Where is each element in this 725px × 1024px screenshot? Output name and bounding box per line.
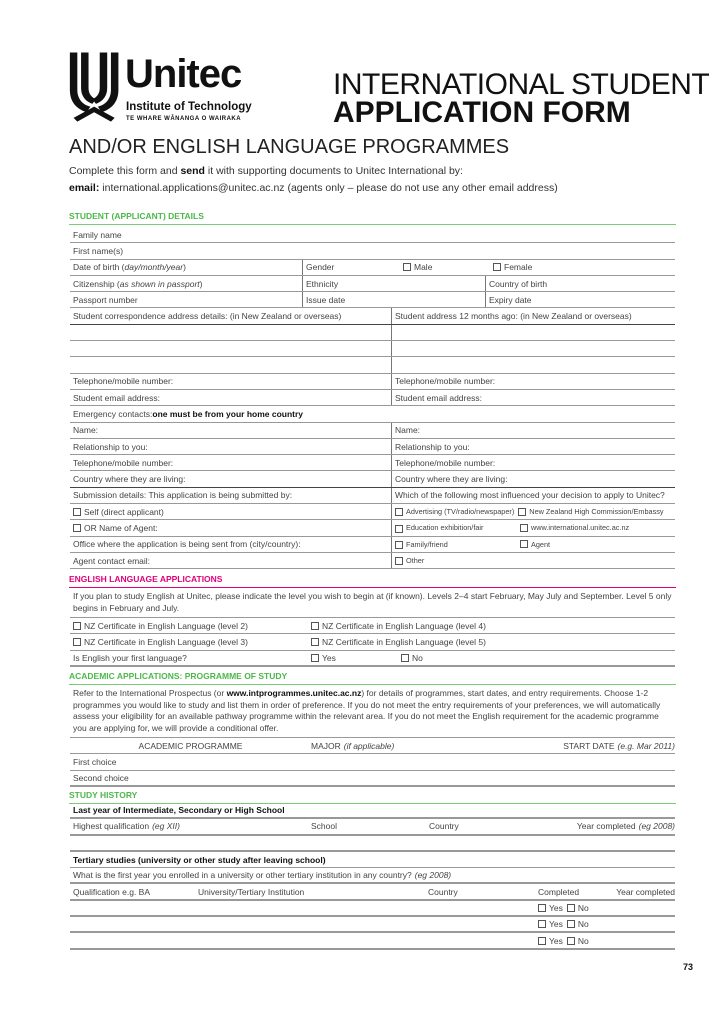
- tertiary-title: Tertiary studies (university or other study after leaving school): [73, 854, 326, 865]
- checkbox-icon[interactable]: [538, 904, 546, 912]
- address-line[interactable]: [70, 341, 391, 356]
- checkbox-icon[interactable]: [518, 508, 526, 516]
- label: First name(s): [73, 245, 124, 256]
- ethnicity-field[interactable]: Ethnicity: [302, 276, 485, 291]
- level3-checkbox[interactable]: [70, 634, 308, 649]
- address-line[interactable]: [391, 341, 675, 356]
- label: Education exhibition/fair: [406, 523, 484, 533]
- dob-gender-row: [70, 260, 675, 276]
- label: Yes: [549, 935, 563, 946]
- checkbox-icon[interactable]: [520, 540, 528, 548]
- title-line2: APPLICATION FORM: [333, 96, 631, 129]
- influence-row: [391, 553, 675, 568]
- label: Advertising (TV/radio/newspaper): [406, 507, 515, 517]
- emergency-tel-2[interactable]: Telephone/mobile number:: [391, 455, 675, 470]
- label: (eg XII): [152, 821, 180, 832]
- family-name-field[interactable]: [70, 227, 675, 243]
- hq-col: [70, 819, 308, 833]
- page-number: 73: [682, 962, 693, 972]
- completed-checkboxes[interactable]: [535, 917, 589, 931]
- logo-subtitle: Institute of Technology: [126, 101, 252, 113]
- label: Family name: [73, 229, 122, 240]
- subtitle: AND/OR ENGLISH LANGUAGE PROGRAMMES: [69, 136, 510, 158]
- checkbox-icon: [311, 638, 319, 646]
- office-field[interactable]: Office where the application is being sent from (city/country):: [73, 539, 301, 550]
- label: No: [412, 652, 423, 663]
- label: (eg 2008): [638, 821, 675, 832]
- school-title: Last year of Intermediate, Secondary or High School: [73, 805, 285, 816]
- influence-row: [391, 537, 675, 552]
- first-language-label: Is English your first language?: [73, 652, 187, 663]
- first-names-field[interactable]: [70, 243, 675, 259]
- country-col: Country: [428, 886, 458, 897]
- label: OR Name of Agent:: [84, 522, 158, 533]
- checkbox-icon[interactable]: [395, 508, 403, 516]
- checkbox-icon[interactable]: [538, 937, 546, 945]
- address-line[interactable]: [70, 325, 391, 340]
- col-major: [308, 738, 508, 753]
- label: Citizenship (: [73, 278, 120, 289]
- country-col: Country: [429, 821, 459, 832]
- label: No: [577, 935, 589, 946]
- email-field[interactable]: Student email address:: [73, 392, 160, 403]
- label: day/month/year: [124, 262, 184, 273]
- label: Agent: [531, 539, 551, 549]
- label: Year completed: [576, 821, 636, 832]
- academic-table: [70, 685, 675, 787]
- checkbox-icon: [311, 654, 319, 662]
- student-details-table: [70, 227, 675, 569]
- label: NZ Certificate in English Language (level 5): [322, 636, 486, 647]
- logo-maori: TE WHARE WĀNANGA O WAIRAKA: [126, 116, 242, 122]
- completed-checkboxes[interactable]: [535, 901, 589, 915]
- female-checkbox[interactable]: [490, 260, 532, 275]
- checkbox-icon: [311, 622, 319, 630]
- telephone-field[interactable]: Telephone/mobile number:: [73, 376, 174, 387]
- address-12-months-label: Student address 12 months ago: (in New Zealand or overseas): [391, 308, 632, 323]
- telephone-field-2[interactable]: Telephone/mobile number:: [391, 374, 675, 389]
- submission-label: Submission details: This application is being submitted by:: [73, 490, 293, 501]
- issue-date-field[interactable]: Issue date: [302, 292, 485, 307]
- label: ): [199, 278, 203, 289]
- year-completed-col: Year completed: [616, 886, 675, 897]
- country-of-birth-field[interactable]: Country of birth: [485, 276, 547, 291]
- emergency-label: [70, 406, 303, 421]
- gender-label: Gender: [302, 260, 400, 275]
- checkbox-icon[interactable]: [395, 557, 403, 565]
- checkbox-icon: [403, 263, 411, 271]
- level5-checkbox[interactable]: [308, 634, 486, 649]
- passport-field[interactable]: Passport number: [73, 294, 138, 305]
- title-line1: INTERNATIONAL STUDENT: [333, 68, 710, 101]
- label: NZ Certificate in English Language (level 3): [84, 636, 248, 647]
- checkbox-icon[interactable]: [567, 904, 575, 912]
- label: Other: [406, 556, 425, 566]
- checkbox-icon: [73, 622, 81, 630]
- study-history-table: [70, 803, 675, 950]
- label: New Zealand High Commission/Embassy: [529, 507, 664, 517]
- address-line[interactable]: [391, 357, 675, 372]
- label: Date of birth (: [73, 262, 125, 273]
- no-checkbox[interactable]: [398, 651, 423, 665]
- dob-field[interactable]: [70, 260, 302, 275]
- section-academic: ACADEMIC APPLICATIONS: PROGRAMME OF STUDY: [69, 671, 676, 685]
- checkbox-icon: [73, 524, 81, 532]
- emergency-name-2[interactable]: Name:: [391, 423, 675, 438]
- label: (eg 2008): [414, 870, 452, 881]
- second-choice-field[interactable]: Second choice: [73, 772, 129, 783]
- section-student-details: STUDENT (APPLICANT) DETAILS: [69, 211, 676, 225]
- qual-col: Qualification e.g. BA: [73, 886, 151, 897]
- label-bold: one must be from your home country: [152, 408, 304, 419]
- citizenship-field[interactable]: [70, 276, 302, 291]
- email-field-2[interactable]: Student email address:: [391, 390, 675, 405]
- year-col: [526, 819, 675, 833]
- completed-checkboxes[interactable]: [535, 933, 589, 947]
- male-checkbox[interactable]: [400, 260, 490, 275]
- label: Female: [504, 262, 533, 273]
- label: Male: [414, 262, 433, 273]
- intro-text: Complete this form and: [69, 165, 181, 177]
- label: Yes: [549, 919, 563, 930]
- label: What is the first year you enrolled in a university or other tertiary institution in any country?: [73, 870, 412, 881]
- relationship-1[interactable]: Relationship to you:: [73, 441, 148, 452]
- english-table: [70, 588, 675, 667]
- checkbox-icon[interactable]: [395, 541, 403, 549]
- unitec-logo-icon: [68, 50, 124, 126]
- checkbox-icon: [493, 263, 501, 271]
- label: ): [183, 262, 186, 273]
- label: No: [577, 902, 589, 913]
- email-label: email:: [69, 182, 100, 194]
- tertiary-row: [70, 917, 675, 933]
- emergency-country-1[interactable]: Country where they are living:: [73, 474, 186, 485]
- tertiary-row: [70, 901, 675, 917]
- label: NZ Certificate in English Language (level 2): [84, 620, 248, 631]
- self-checkbox[interactable]: [70, 504, 391, 519]
- intro-text-2: it with supporting documents to Unitec International by:: [204, 165, 463, 177]
- text: Refer to the International Prospectus (or: [73, 688, 227, 698]
- label: Highest qualification: [73, 821, 150, 832]
- relationship-2[interactable]: Relationship to you:: [391, 439, 675, 454]
- emergency-country-2[interactable]: Country where they are living:: [391, 471, 675, 486]
- emergency-tel-1[interactable]: Telephone/mobile number:: [73, 457, 174, 468]
- passport-row: [70, 292, 675, 308]
- level4-checkbox[interactable]: [308, 618, 486, 633]
- col-programme: ACADEMIC PROGRAMME: [138, 740, 243, 751]
- influence-row: [391, 504, 675, 519]
- label: www.international.unitec.ac.nz: [531, 523, 630, 533]
- checkbox-icon[interactable]: [520, 524, 528, 532]
- address-line[interactable]: [391, 325, 675, 340]
- first-choice-field[interactable]: First choice: [73, 756, 117, 767]
- intro: [69, 163, 689, 197]
- first-year-question[interactable]: [70, 868, 451, 882]
- school-col: School: [311, 821, 337, 832]
- checkbox-icon: [73, 638, 81, 646]
- label: NZ Certificate in English Language (level 4): [322, 620, 486, 631]
- label: No: [577, 919, 589, 930]
- academic-instructions: [70, 685, 675, 738]
- label: Self (direct applicant): [84, 506, 164, 517]
- uni-col: University/Tertiary Institution: [198, 886, 305, 897]
- agent-email-field[interactable]: Agent contact email:: [73, 555, 151, 566]
- label: Yes: [549, 902, 563, 913]
- level2-checkbox[interactable]: [70, 618, 308, 633]
- label: (if applicable): [343, 740, 395, 751]
- emergency-name-1[interactable]: Name:: [73, 425, 99, 436]
- intro-send: send: [180, 165, 205, 177]
- label: Yes: [322, 652, 336, 663]
- school-entry-row[interactable]: [70, 836, 675, 852]
- agent-name-field[interactable]: [70, 520, 391, 535]
- text: ) for details of programmes, start dates, and entry requirements. Choose 1-2 programmes you would like to study and list them in order of preference. If you do not meet the entry requirements of your preferences, we will automatically assess your eligibility for an available pathway programme within the relevant area. If you do not meet the English requirement for the academic programme you are applying for, we will provide a conditional offer.: [73, 688, 661, 733]
- label: START DATE: [563, 740, 615, 751]
- yes-checkbox[interactable]: [308, 651, 398, 665]
- section-study-history: STUDY HISTORY: [69, 790, 676, 804]
- col-start: [508, 738, 675, 753]
- checkbox-icon[interactable]: [538, 920, 546, 928]
- label: as shown in passport: [119, 278, 200, 289]
- expiry-date-field[interactable]: Expiry date: [485, 292, 532, 307]
- section-english: ENGLISH LANGUAGE APPLICATIONS: [69, 574, 676, 588]
- label: Family/friend: [406, 539, 448, 549]
- influence-label: Which of the following most influenced your decision to apply to Unitec?: [391, 488, 675, 503]
- influence-row: [391, 520, 675, 535]
- email-text[interactable]: international.applications@unitec.ac.nz (agents only – please do not use any other email address): [99, 182, 558, 194]
- correspondence-address-label: Student correspondence address details: (in New Zealand or overseas): [73, 311, 342, 322]
- english-instructions: If you plan to study English at Unitec, please indicate the level you wish to begin at (if known). Levels 2–4 start February, May July and September. Level 5 only begins in February and July.: [70, 588, 675, 618]
- tertiary-row: [70, 933, 675, 949]
- label: (e.g. Mar 2011): [617, 740, 675, 751]
- checkbox-icon: [73, 508, 81, 516]
- prospectus-link[interactable]: www.intprogrammes.unitec.ac.nz: [226, 688, 362, 698]
- label: MAJOR: [311, 740, 341, 751]
- checkbox-icon[interactable]: [567, 920, 575, 928]
- logo-text: Unitec: [125, 52, 242, 96]
- completed-col: Completed: [538, 886, 580, 897]
- checkbox-icon: [401, 654, 409, 662]
- citizenship-row: [70, 276, 675, 292]
- label: Emergency contacts:: [73, 408, 153, 419]
- address-line[interactable]: [70, 357, 391, 372]
- checkbox-icon[interactable]: [567, 937, 575, 945]
- checkbox-icon[interactable]: [395, 525, 403, 533]
